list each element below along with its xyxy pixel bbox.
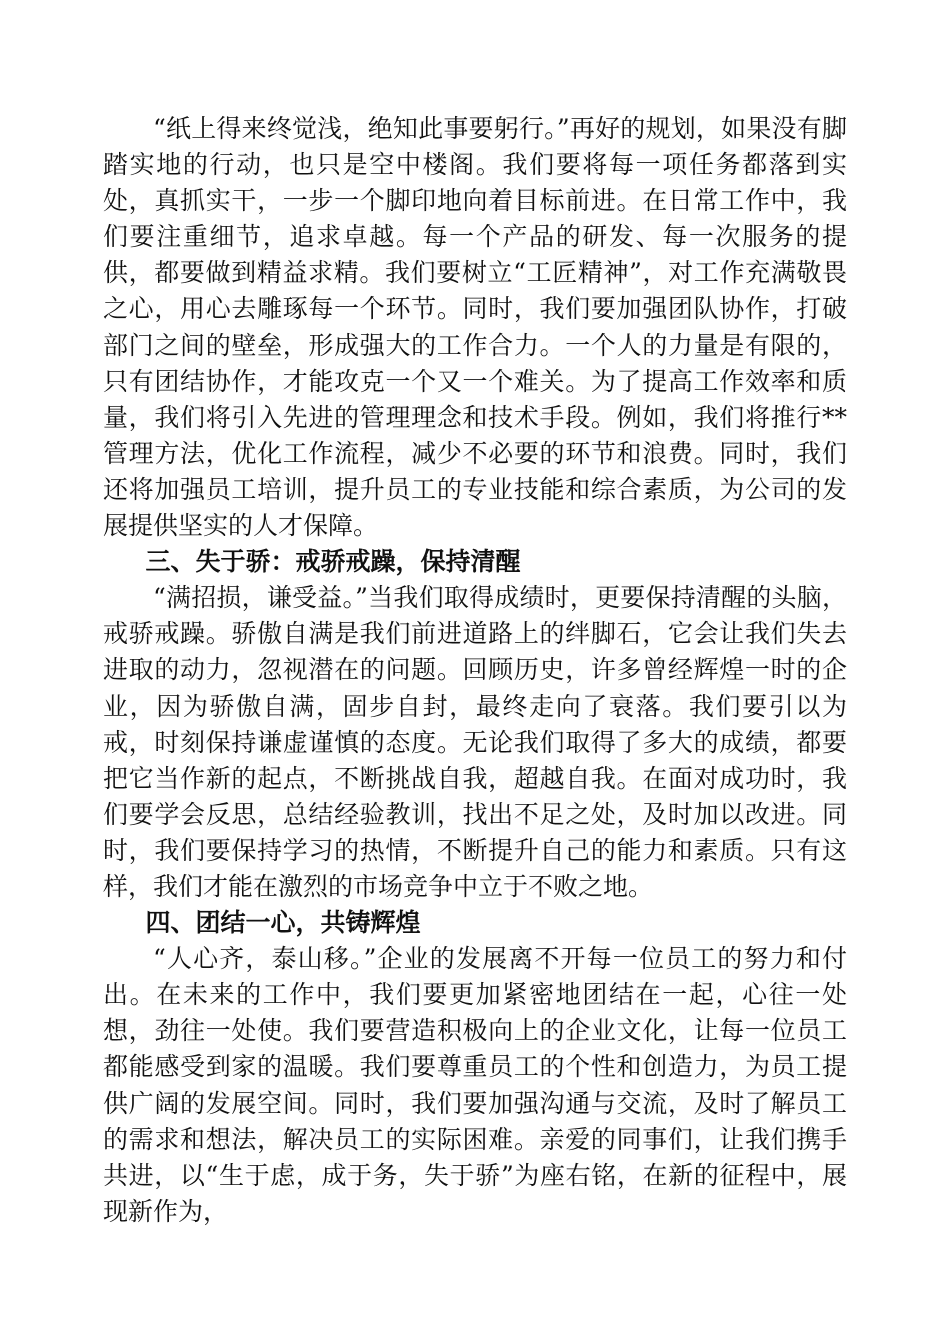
body-paragraph-1: “纸上得来终觉浅，绝知此事要躬行。”再好的规划，如果没有脚踏实地的行动，也只是空中楼阁。我们要将每一项任务都落到实处，真抓实干，一步一个脚印地向着目标前进。在日常工作中，我们要注重细节，追求卓越。每一个产品的研发、每一次服务的提供，都要做到精益求精。我们要树立“工匠精神”，对工作充满敬畏之心，用心去雕琢每一个环节。同时，我们要加强团队协作，打破部门之间的壁垒，形成强大的工作合力。一个人的力量是有限的，只有团结协作，才能攻克一个又一个难关。为了提高工作效率和质量，我们将引入先进的管理理念和技术手段。例如，我们将推行**管理方法，优化工作流程，减少不必要的环节和浪费。同时，我们还将加强员工培训，提升员工的专业技能和综合素质，为公司的发展提供坚实的人才保障。: [103, 114, 847, 541]
body-paragraph-3: “满招损，谦受益。”当我们取得成绩时，更要保持清醒的头脑，戒骄戒躁。骄傲自满是我们前进道路上的绊脚石，它会让我们失去进取的动力，忽视潜在的问题。回顾历史，许多曾经辉煌一时的企业，因为骄傲自满，固步自封，最终走向了衰落。我们要引以为戒，时刻保持谦虚谨慎的态度。无论我们取得了多大的成绩，都要把它当作新的起点，不断挑战自我，超越自我。在面对成功时，我们要学会反思，总结经验教训，找出不足之处，及时加以改进。同时，我们要保持学习的热情，不断提升自己的能力和素质。只有这样，我们才能在激烈的市场竞争中立于不败之地。: [103, 583, 847, 901]
document-page: [103, 111, 847, 1230]
section-heading-4: 四、团结一心，共铸辉煌: [145, 908, 421, 938]
body-paragraph-4: “人心齐，泰山移。”企业的发展离不开每一位员工的努力和付出。在未来的工作中，我们要更加紧密地团结在一起，心往一处想，劲往一处使。我们要营造积极向上的企业文化，让每一位员工都能感受到家的温暖。我们要尊重员工的个性和创造力，为员工提供广阔的发展空间。同时，我们要加强沟通与交流，及时了解员工的需求和想法，解决员工的实际困难。亲爱的同事们，让我们携手共进，以“生于虑，成于务，失于骄”为座右铭，在新的征程中，展现新作为，: [103, 944, 847, 1226]
section-heading-3: 三、失于骄：戒骄戒躁，保持清醒: [145, 547, 521, 577]
